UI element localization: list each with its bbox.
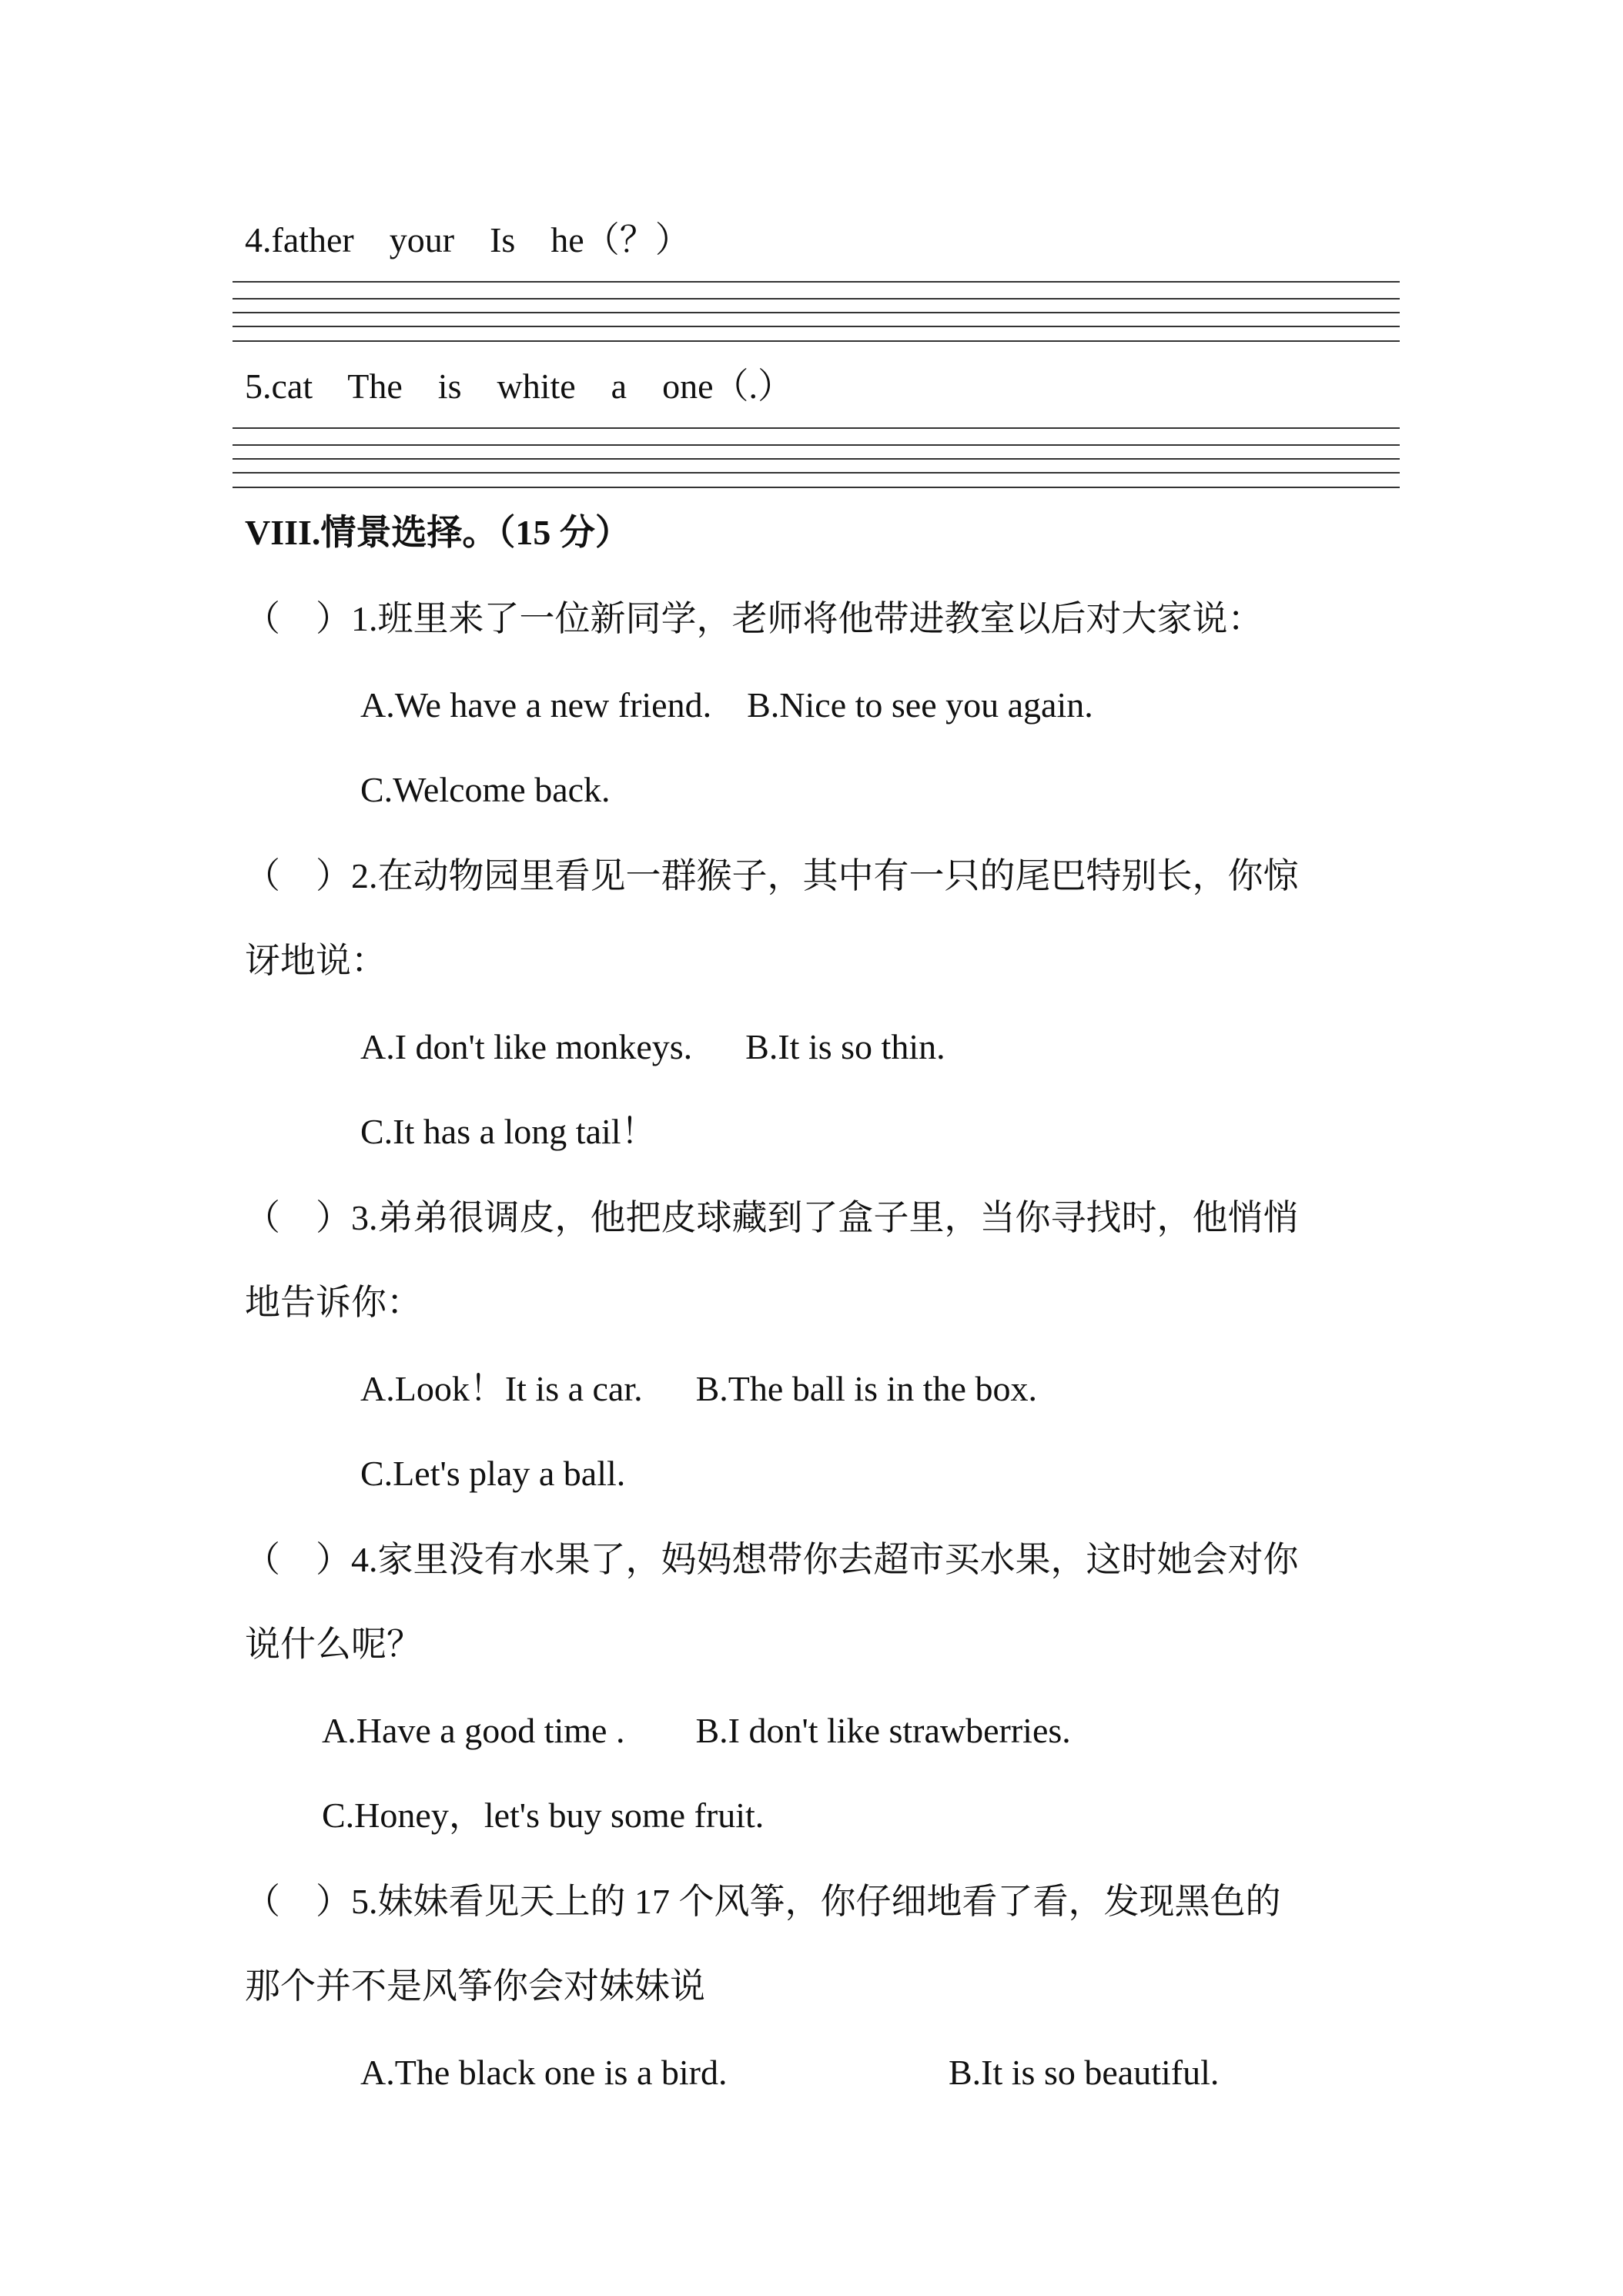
question-5-option-a: A.The black one is a bird.	[360, 2053, 728, 2092]
section-heading: VIII.情景选择。（15 分）	[245, 513, 631, 552]
question-2-option-c: C.It has a long tail！	[360, 1112, 657, 1151]
question-4-stem: （ ）4.家里没有水果了，妈妈想带你去超市买水果，这时她会对你	[245, 1540, 1299, 1579]
question-3-option-c: C.Let's play a ball.	[360, 1454, 626, 1493]
answer-line	[233, 444, 1400, 446]
question-1-options-ab: A.We have a new friend. B.Nice to see you again.	[360, 685, 1093, 725]
question-5-stem: （ ）5.妹妹看见天上的 17 个风筝，你仔细地看了看，发现黑色的	[245, 1882, 1281, 1921]
question-5-stem-cont: 那个并不是风筝你会对妹妹说	[245, 1966, 705, 2006]
question-3-stem-cont: 地告诉你：	[245, 1283, 422, 1322]
question-3-options-ab: A.Look！It is a car. B.The ball is in the box.	[360, 1369, 1037, 1408]
question-2-stem: （ ）2.在动物园里看见一群猴子，其中有一只的尾巴特别长，你惊	[245, 856, 1299, 895]
answer-lines-q5[interactable]	[233, 427, 1400, 489]
question-1-option-c: C.Welcome back.	[360, 770, 611, 809]
answer-line	[233, 487, 1400, 488]
answer-line	[233, 326, 1400, 327]
question-1-stem: （ ）1.班里来了一位新同学，老师将他带进教室以后对大家说：	[245, 599, 1263, 638]
question-3-stem: （ ）3.弟弟很调皮，他把皮球藏到了盒子里，当你寻找时，他悄悄	[245, 1198, 1299, 1237]
question-5-option-b: B.It is so beautiful.	[949, 2053, 1220, 2092]
question-4-option-c: C.Honey，let's buy some fruit.	[322, 1796, 765, 1835]
question-4-options-ab: A.Have a good time . B.I don't like strawberries.	[322, 1711, 1071, 1750]
answer-lines-q4[interactable]	[233, 281, 1400, 343]
reorder-question-5: 5.cat The is white a one（.）	[245, 366, 794, 406]
answer-line	[233, 472, 1400, 474]
reorder-question-4: 4.father your Is he（？）	[245, 220, 691, 259]
question-4-stem-cont: 说什么呢？	[245, 1625, 422, 1664]
answer-line	[233, 340, 1400, 342]
answer-line	[233, 458, 1400, 460]
answer-line	[233, 281, 1400, 283]
question-2-options-ab: A.I don't like monkeys. B.It is so thin.	[360, 1027, 945, 1066]
answer-line	[233, 312, 1400, 313]
question-2-stem-cont: 讶地说：	[245, 941, 387, 980]
answer-line	[233, 427, 1400, 429]
answer-line	[233, 298, 1400, 300]
